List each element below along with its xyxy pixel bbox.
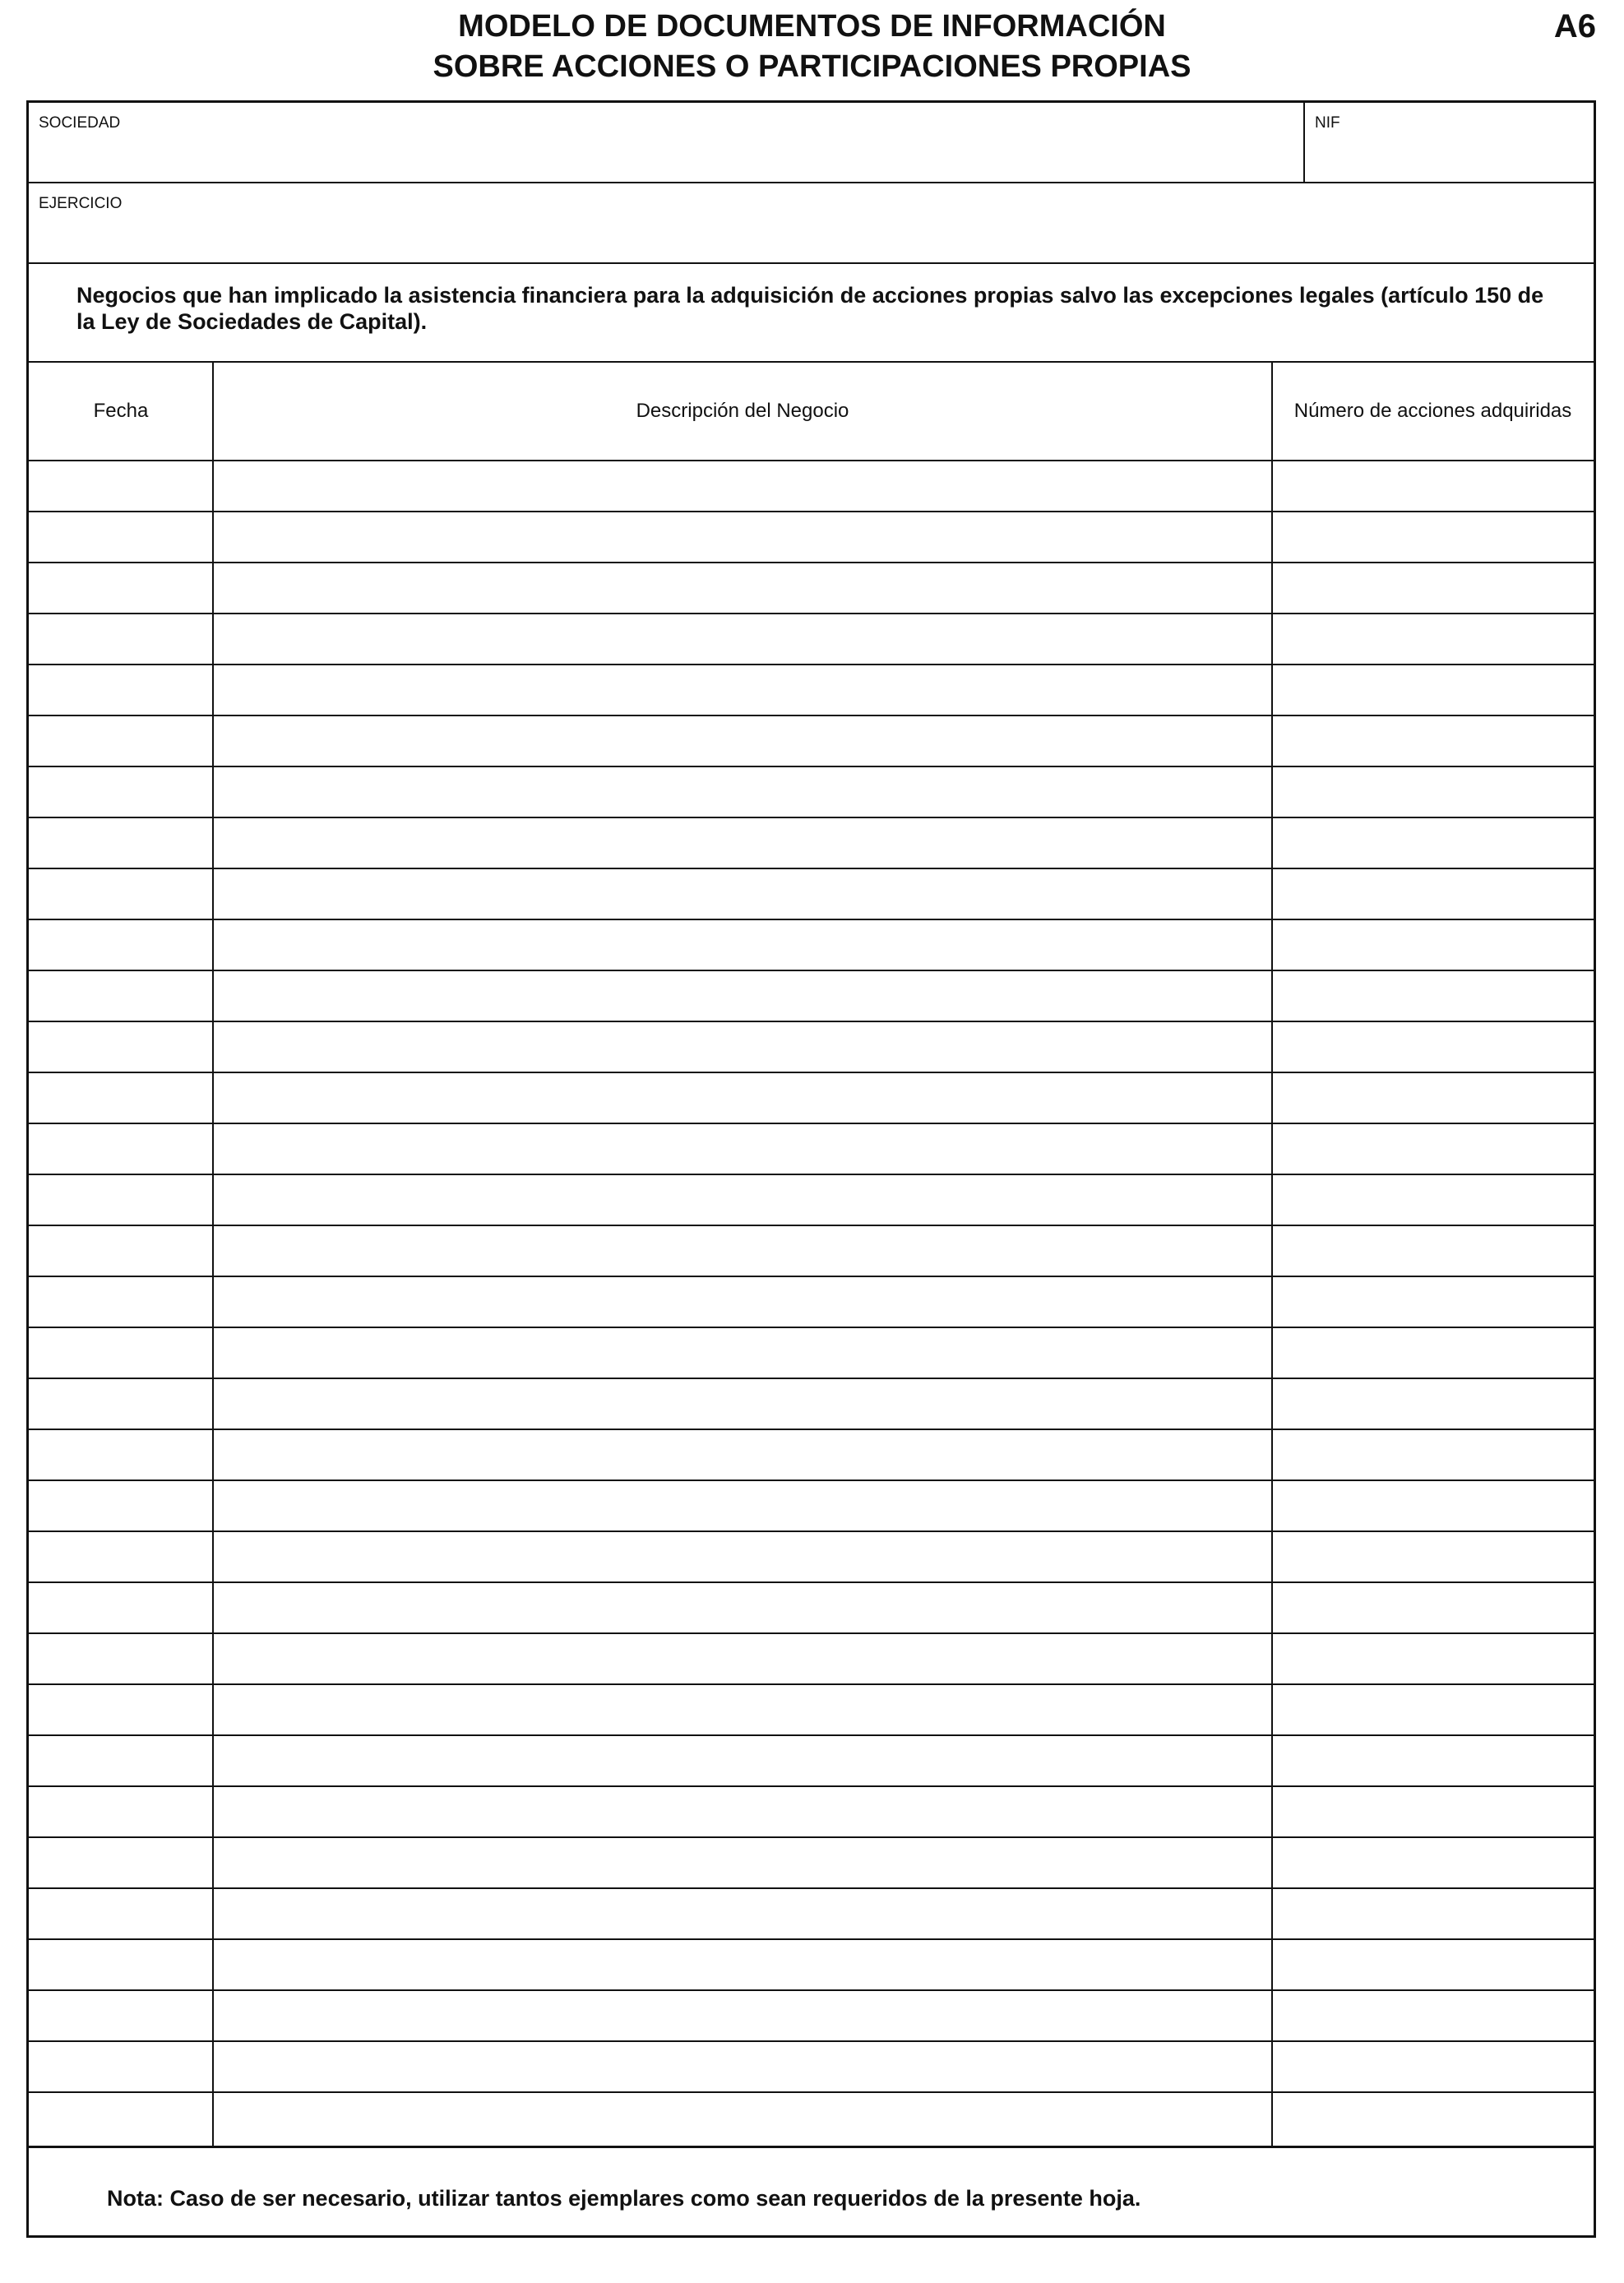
table-cell-descripcion[interactable] (214, 461, 1271, 511)
table-cell-numero-acciones[interactable] (1273, 716, 1594, 766)
table-cell-descripcion[interactable] (214, 1940, 1271, 1989)
table-cell-fecha[interactable] (29, 1379, 212, 1429)
table-cell-numero-acciones[interactable] (1273, 1226, 1594, 1276)
table-row (29, 716, 1594, 767)
table-cell-fecha[interactable] (29, 1634, 212, 1683)
table-cell-fecha[interactable] (29, 1430, 212, 1480)
table-row (29, 1277, 1594, 1328)
nif-field[interactable] (1305, 103, 1594, 182)
table-cell-descripcion[interactable] (214, 1685, 1271, 1734)
table-cell-numero-acciones[interactable] (1273, 1124, 1594, 1174)
table-header-row (29, 363, 1594, 461)
table-cell-fecha[interactable] (29, 1073, 212, 1123)
table-row (29, 1736, 1594, 1787)
column-divider (1271, 363, 1273, 2146)
table-cell-numero-acciones[interactable] (1273, 1634, 1594, 1683)
column-header-numero-acciones: Número de acciones adquiridas (1293, 400, 1572, 422)
table-row (29, 1430, 1594, 1481)
table-cell-descripcion[interactable] (214, 614, 1271, 664)
table-row (29, 1328, 1594, 1379)
column-header-fecha: Fecha (93, 400, 149, 422)
table-row (29, 1940, 1594, 1991)
table-cell-descripcion[interactable] (214, 1430, 1271, 1480)
table-cell-fecha[interactable] (29, 665, 212, 715)
table-cell-descripcion[interactable] (214, 869, 1271, 919)
table-row (29, 512, 1594, 563)
table-cell-numero-acciones[interactable] (1273, 971, 1594, 1021)
table-cell-numero-acciones[interactable] (1273, 1379, 1594, 1429)
table-row (29, 1124, 1594, 1175)
table-cell-descripcion[interactable] (214, 1022, 1271, 1072)
table-cell-numero-acciones[interactable] (1273, 1328, 1594, 1378)
sociedad-field[interactable] (29, 103, 1305, 182)
table-row (29, 1787, 1594, 1838)
table-cell-descripcion[interactable] (214, 920, 1271, 970)
ejercicio-label: EJERCICIO (39, 195, 123, 212)
table-cell-numero-acciones[interactable] (1273, 1787, 1594, 1836)
page-title (0, 7, 1624, 87)
table-row (29, 1634, 1594, 1685)
table-cell-numero-acciones[interactable] (1273, 1532, 1594, 1581)
table-cell-fecha[interactable] (29, 614, 212, 664)
table-cell-descripcion[interactable] (214, 1838, 1271, 1887)
table-cell-descripcion[interactable] (214, 2042, 1271, 2091)
table-cell-fecha[interactable] (29, 1940, 212, 1989)
table-cell-descripcion[interactable] (214, 1634, 1271, 1683)
table-cell-fecha[interactable] (29, 1685, 212, 1734)
table-cell-numero-acciones[interactable] (1273, 1175, 1594, 1225)
table-cell-numero-acciones[interactable] (1273, 1685, 1594, 1734)
table-cell-numero-acciones[interactable] (1273, 1940, 1594, 1989)
sociedad-label: SOCIEDAD (39, 114, 121, 132)
table-cell-numero-acciones[interactable] (1273, 614, 1594, 664)
table-cell-fecha[interactable] (29, 1991, 212, 2040)
table-cell-fecha[interactable] (29, 1328, 212, 1378)
table-cell-numero-acciones[interactable] (1273, 920, 1594, 970)
table-cell-fecha[interactable] (29, 1787, 212, 1836)
table-cell-descripcion[interactable] (214, 1481, 1271, 1530)
table-cell-fecha[interactable] (29, 971, 212, 1021)
table-row (29, 1226, 1594, 1277)
table-row (29, 1175, 1594, 1226)
table-row (29, 1685, 1594, 1736)
page-code: A6 (1553, 8, 1596, 44)
company-row (29, 103, 1594, 183)
table-cell-fecha[interactable] (29, 563, 212, 613)
table-cell-fecha[interactable] (29, 767, 212, 817)
table-cell-descripcion[interactable] (214, 716, 1271, 766)
table-cell-descripcion[interactable] (214, 1991, 1271, 2040)
table-cell-fecha[interactable] (29, 818, 212, 868)
table-cell-numero-acciones[interactable] (1273, 1838, 1594, 1887)
table-cell-numero-acciones[interactable] (1273, 1073, 1594, 1123)
table-cell-fecha[interactable] (29, 869, 212, 919)
table-row (29, 1991, 1594, 2042)
table-cell-fecha[interactable] (29, 2093, 212, 2144)
table-cell-descripcion[interactable] (214, 1787, 1271, 1836)
form (26, 100, 1596, 2238)
table-row (29, 1379, 1594, 1430)
table-cell-numero-acciones[interactable] (1273, 818, 1594, 868)
table-cell-descripcion[interactable] (214, 1073, 1271, 1123)
table-row (29, 1532, 1594, 1583)
table-cell-fecha[interactable] (29, 1175, 212, 1225)
table-row (29, 920, 1594, 971)
table-cell-numero-acciones[interactable] (1273, 512, 1594, 562)
table-cell-numero-acciones[interactable] (1273, 1736, 1594, 1785)
table-cell-numero-acciones[interactable] (1273, 767, 1594, 817)
column-header-descripcion: Descripción del Negocio (636, 400, 849, 422)
table-row (29, 563, 1594, 614)
table-cell-fecha[interactable] (29, 1481, 212, 1530)
table-cell-descripcion[interactable] (214, 1226, 1271, 1276)
table-row (29, 614, 1594, 665)
section-heading-row (29, 264, 1594, 363)
table-body (29, 461, 1594, 2146)
table-cell-fecha[interactable] (29, 1277, 212, 1327)
table-cell-numero-acciones[interactable] (1273, 1481, 1594, 1530)
table-cell-fecha[interactable] (29, 1124, 212, 1174)
table-cell-fecha[interactable] (29, 1583, 212, 1632)
table-row (29, 2042, 1594, 2093)
table-row (29, 818, 1594, 869)
table-cell-descripcion[interactable] (214, 512, 1271, 562)
table-cell-descripcion[interactable] (214, 1889, 1271, 1938)
table-row (29, 1583, 1594, 1634)
table-cell-fecha[interactable] (29, 716, 212, 766)
table-row (29, 2093, 1594, 2144)
table-cell-descripcion[interactable] (214, 767, 1271, 817)
table-cell-numero-acciones[interactable] (1273, 869, 1594, 919)
table-row (29, 1481, 1594, 1532)
table-cell-fecha[interactable] (29, 2042, 212, 2091)
table-cell-numero-acciones[interactable] (1273, 1889, 1594, 1938)
table-cell-fecha[interactable] (29, 1838, 212, 1887)
note-text: Nota: Caso de ser necesario, utilizar tantos ejemplares como sean requeridos de la presente hoja. (107, 2186, 1141, 2211)
table-cell-numero-acciones[interactable] (1273, 2093, 1594, 2144)
table-cell-descripcion[interactable] (214, 1328, 1271, 1378)
table-row (29, 1838, 1594, 1889)
table-cell-fecha[interactable] (29, 1889, 212, 1938)
table-cell-descripcion[interactable] (214, 818, 1271, 868)
table-cell-numero-acciones[interactable] (1273, 665, 1594, 715)
table-row (29, 869, 1594, 920)
table-cell-numero-acciones[interactable] (1273, 1430, 1594, 1480)
transactions-table (29, 363, 1594, 2146)
table-cell-numero-acciones[interactable] (1273, 2042, 1594, 2091)
table-row (29, 1022, 1594, 1073)
table-row (29, 971, 1594, 1022)
table-cell-numero-acciones[interactable] (1273, 461, 1594, 511)
table-cell-fecha[interactable] (29, 1532, 212, 1581)
table-cell-descripcion[interactable] (214, 1277, 1271, 1327)
table-cell-descripcion[interactable] (214, 563, 1271, 613)
nif-label: NIF (1315, 114, 1340, 132)
table-row (29, 1073, 1594, 1124)
table-cell-numero-acciones[interactable] (1273, 1583, 1594, 1632)
table-cell-descripcion[interactable] (214, 1124, 1271, 1174)
table-cell-fecha[interactable] (29, 512, 212, 562)
table-cell-descripcion[interactable] (214, 971, 1271, 1021)
table-cell-numero-acciones[interactable] (1273, 1022, 1594, 1072)
table-cell-descripcion[interactable] (214, 1175, 1271, 1225)
table-cell-numero-acciones[interactable] (1273, 1991, 1594, 2040)
table-cell-descripcion[interactable] (214, 1532, 1271, 1581)
column-divider (212, 363, 214, 2146)
table-cell-fecha[interactable] (29, 1022, 212, 1072)
table-cell-numero-acciones[interactable] (1273, 1277, 1594, 1327)
page-title-line-1: MODELO DE DOCUMENTOS DE INFORMACIÓN (458, 9, 1166, 44)
table-cell-fecha[interactable] (29, 461, 212, 511)
table-cell-descripcion[interactable] (214, 1379, 1271, 1429)
note-row (29, 2146, 1594, 2235)
section-heading: Negocios que han implicado la asistencia financiera para la adquisición de acciones propias salvo las excepciones legales (artículo 150 de la Ley de Sociedades de Capital). (76, 283, 1544, 334)
table-cell-numero-acciones[interactable] (1273, 563, 1594, 613)
table-cell-descripcion[interactable] (214, 2093, 1271, 2144)
ejercicio-field[interactable] (29, 183, 1594, 264)
table-row (29, 767, 1594, 818)
table-cell-fecha[interactable] (29, 920, 212, 970)
table-cell-descripcion[interactable] (214, 1736, 1271, 1785)
table-cell-descripcion[interactable] (214, 665, 1271, 715)
page-title-line-2: SOBRE ACCIONES O PARTICIPACIONES PROPIAS (433, 49, 1191, 84)
table-cell-fecha[interactable] (29, 1736, 212, 1785)
table-row (29, 1889, 1594, 1940)
table-row (29, 461, 1594, 512)
table-cell-fecha[interactable] (29, 1226, 212, 1276)
table-cell-descripcion[interactable] (214, 1583, 1271, 1632)
table-row (29, 665, 1594, 716)
